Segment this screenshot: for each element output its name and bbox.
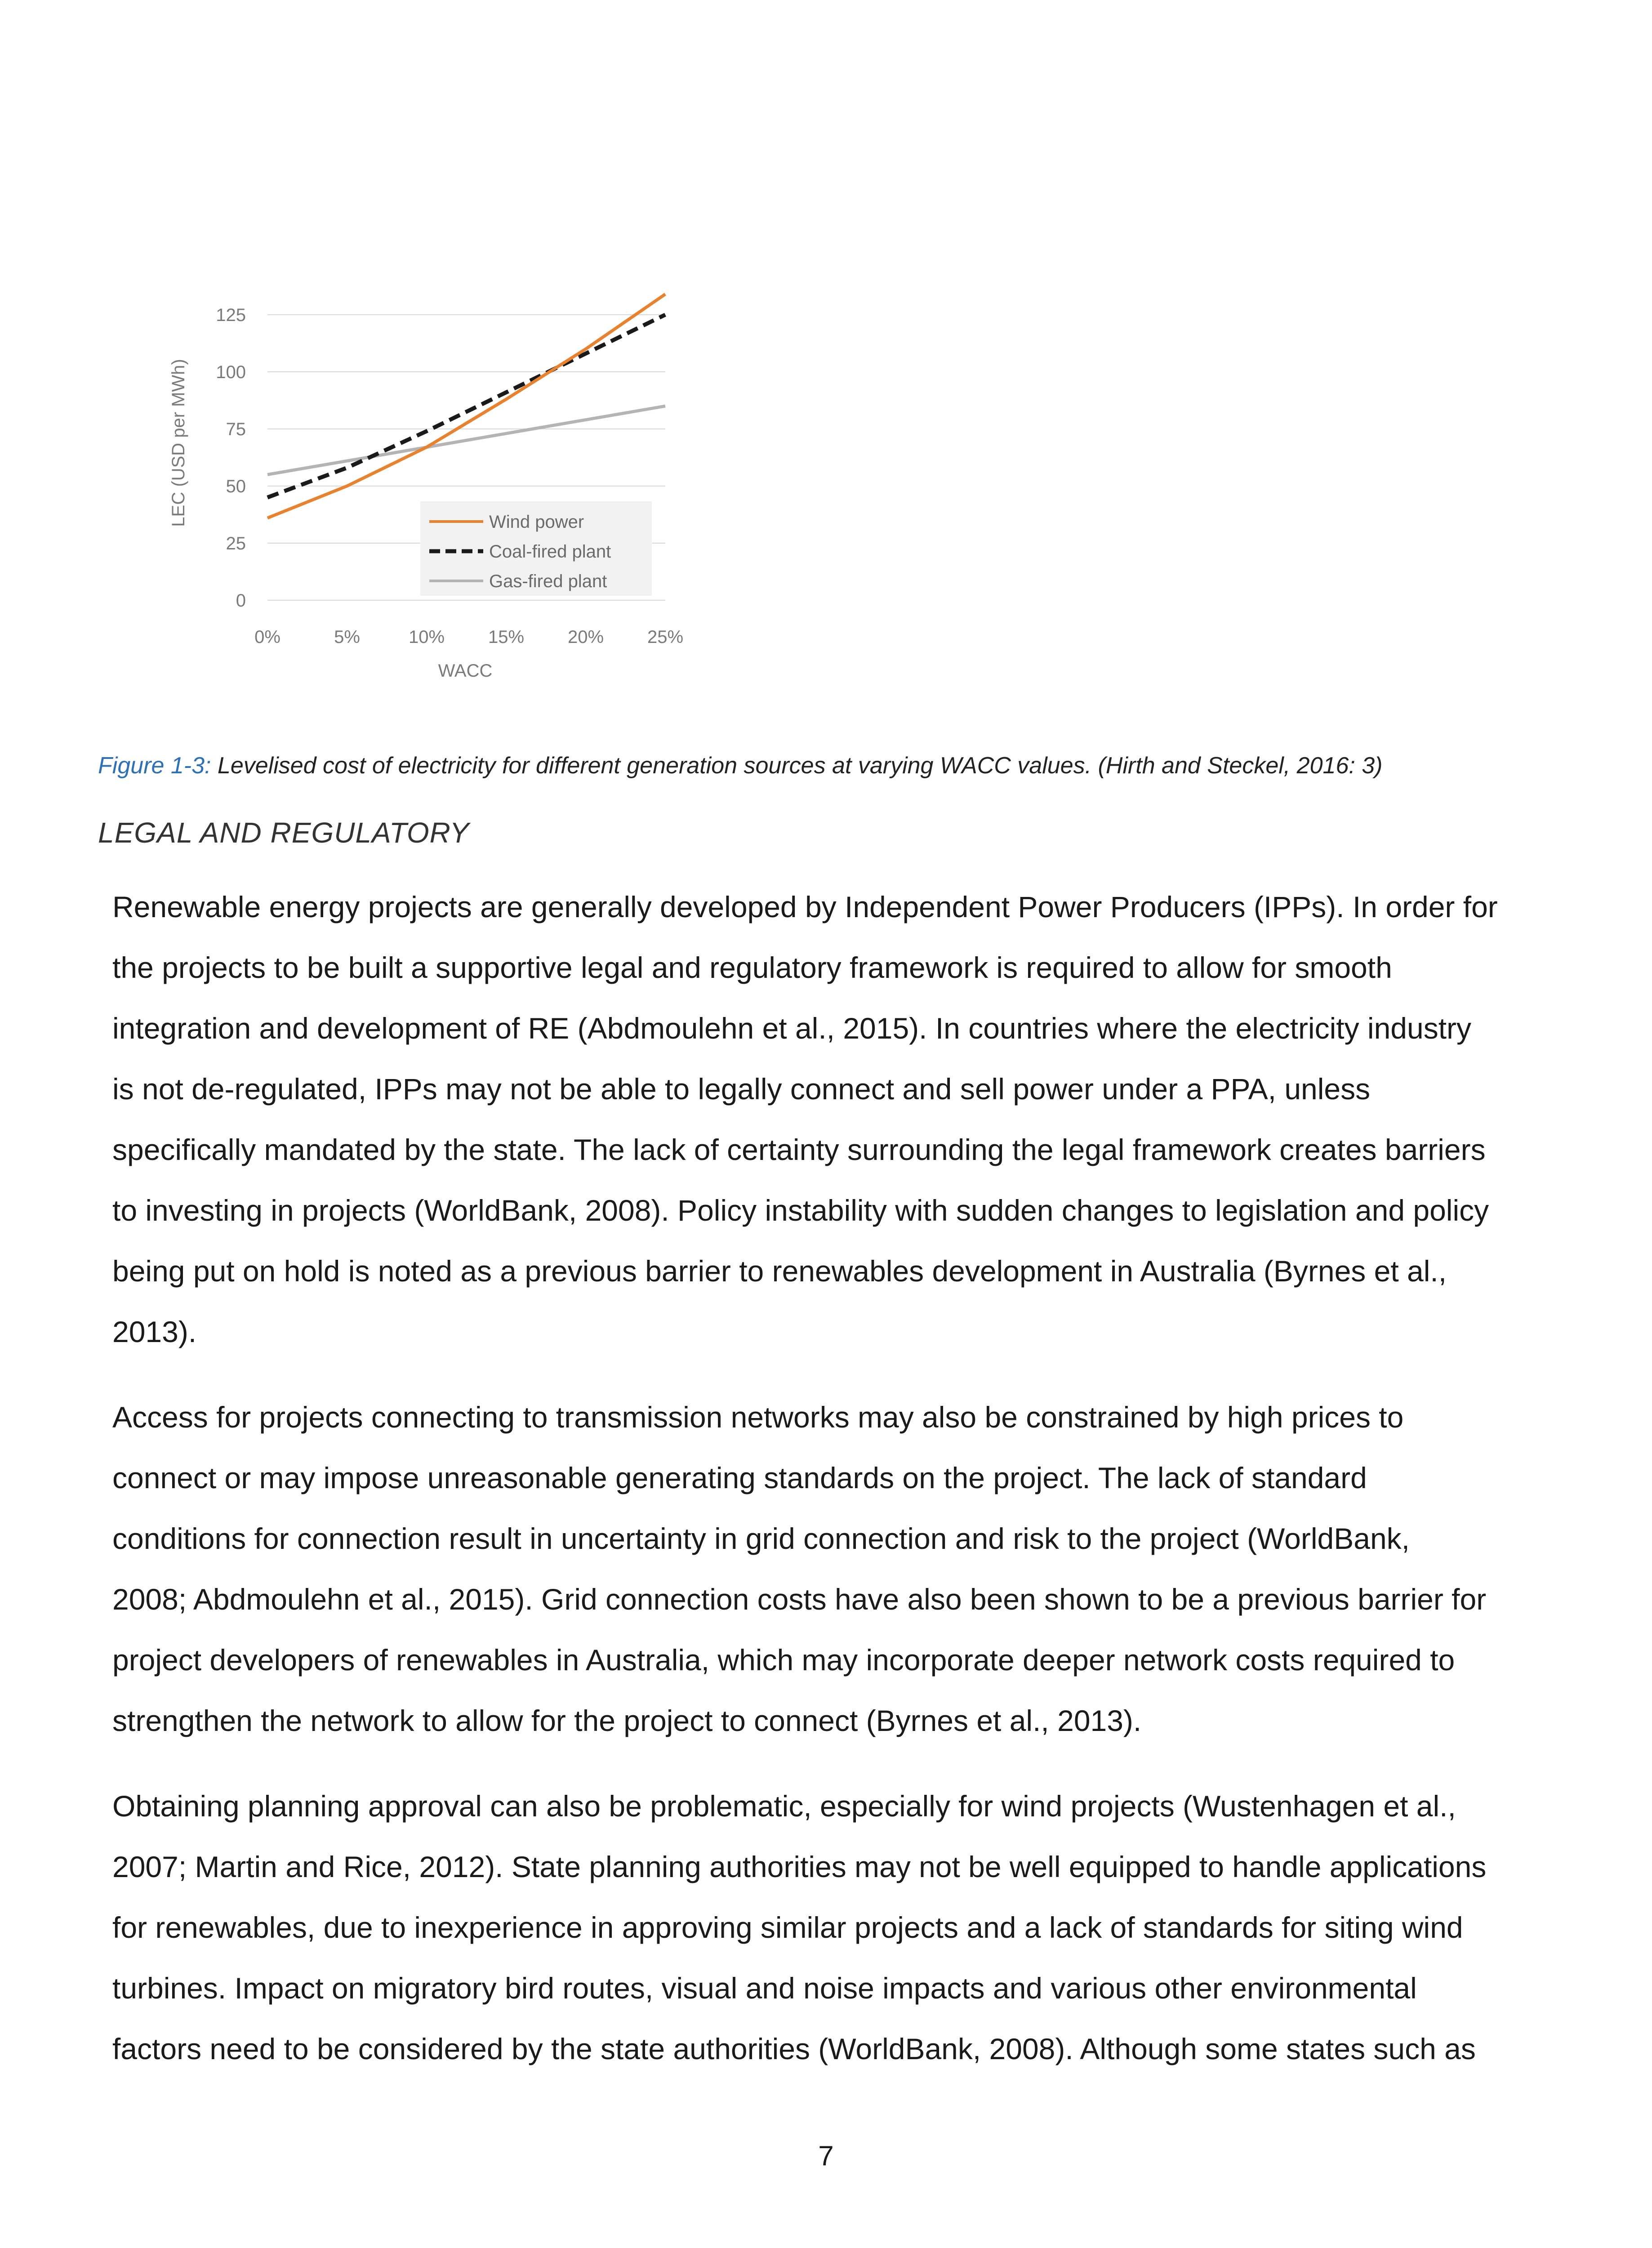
x-tick-label: 10%: [408, 627, 445, 647]
paragraph-2: [112, 1387, 1560, 1751]
paragraph-line: being put on hold is noted as a previous barrier to renewables development in Australia (Byrnes et al.,: [112, 1254, 1447, 1288]
y-axis-label: LEC (USD per MWh): [169, 359, 188, 527]
section-heading: LEGAL AND REGULATORY: [98, 816, 470, 849]
paragraph-line: project developers of renewables in Australia, which may incorporate deeper network costs required to: [112, 1643, 1455, 1677]
series-line-gas-fired-plant: [267, 406, 665, 474]
paragraph-line: 2008; Abdmoulehn et al., 2015). Grid connection costs have also been shown to be a previous barrier for: [112, 1583, 1487, 1616]
y-tick-label: 0: [236, 591, 246, 611]
paragraph-line: specifically mandated by the state. The lack of certainty surrounding the legal framework creates barriers: [112, 1133, 1486, 1166]
x-axis-ticks: [254, 627, 683, 647]
y-tick-label: 50: [226, 477, 246, 496]
paragraph-line: factors need to be considered by the state authorities (WorldBank, 2008). Although some states such as: [112, 2032, 1476, 2065]
paragraph-line: for renewables, due to inexperience in approving similar projects and a lack of standards for siting wind: [112, 1911, 1463, 1944]
paragraph-line: conditions for connection result in uncertainty in grid connection and risk to the project (WorldBank,: [112, 1522, 1410, 1555]
y-tick-label: 25: [226, 534, 246, 553]
paragraph-line: Access for projects connecting to transmission networks may also be constrained by high prices to: [112, 1401, 1404, 1434]
figure-caption: [98, 750, 1559, 781]
figure-caption-text: Levelised cost of electricity for different generation sources at varying WACC values. (Hirth and Steckel, 2016: 3): [211, 753, 1383, 779]
paragraph-line: connect or may impose unreasonable generating standards on the project. The lack of standard: [112, 1461, 1367, 1494]
y-tick-label: 100: [216, 362, 246, 382]
paragraph-line: is not de-regulated, IPPs may not be able to legally connect and sell power under a PPA, unless: [112, 1072, 1371, 1106]
paragraph-line: the projects to be built a supportive legal and regulatory framework is required to allow for smooth: [112, 951, 1392, 984]
lec-wacc-chart: [153, 283, 710, 701]
y-axis-ticks: [216, 305, 246, 611]
figure-label: Figure 1-3:: [98, 753, 211, 779]
series-line-wind-power: [267, 294, 665, 518]
paragraph-line: turbines. Impact on migratory bird routes, visual and noise impacts and various other environmental: [112, 1971, 1417, 2005]
y-tick-label: 125: [216, 305, 246, 325]
paragraph-3: [112, 1776, 1560, 2079]
y-tick-label: 75: [226, 419, 246, 439]
chart-series-lines: [267, 294, 665, 518]
paragraph-line: Obtaining planning approval can also be problematic, especially for wind projects (Wustenhagen et al.,: [112, 1789, 1456, 1823]
x-axis-label: WACC: [438, 661, 493, 681]
x-tick-label: 5%: [334, 627, 360, 647]
paragraph-1: [112, 877, 1560, 1362]
legend-label: Coal-fired plant: [489, 542, 611, 562]
paragraph-line: to investing in projects (WorldBank, 2008). Policy instability with sudden changes to legislation and policy: [112, 1194, 1489, 1227]
x-tick-label: 0%: [254, 627, 281, 647]
paragraph-line: integration and development of RE (Abdmoulehn et al., 2015). In countries where the electricity industry: [112, 1012, 1472, 1045]
page-number: 7: [818, 2141, 834, 2172]
paragraph-line: 2013).: [112, 1315, 197, 1348]
paragraph-line: strengthen the network to allow for the project to connect (Byrnes et al., 2013).: [112, 1704, 1142, 1737]
paragraph-line: 2007; Martin and Rice, 2012). State planning authorities may not be well equipped to handle applications: [112, 1850, 1487, 1883]
legend-label: Gas-fired plant: [489, 571, 607, 591]
paragraph-line: Renewable energy projects are generally developed by Independent Power Producers (IPPs). In order for: [112, 890, 1498, 923]
chart-legend: [420, 501, 652, 596]
x-tick-label: 25%: [647, 627, 684, 647]
series-line-coal-fired-plant: [267, 315, 665, 497]
legend-label: Wind power: [489, 512, 584, 532]
x-tick-label: 20%: [567, 627, 604, 647]
x-tick-label: 15%: [488, 627, 525, 647]
